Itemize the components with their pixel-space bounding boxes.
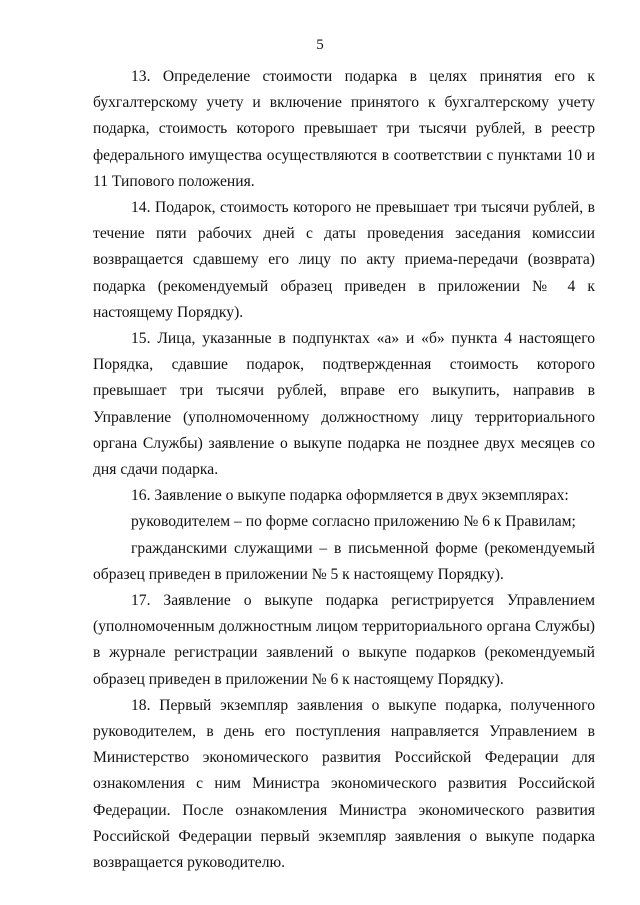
- paragraph-14: 14. Подарок, стоимость которого не превышает три тысячи рублей, в течение пяти рабочих дней с даты проведения заседания комиссии возвращается сдавшему его лицу по акту приема-передачи (возврата) подарка (рекомендуемый образец приведен в приложении № 4 к настоящему Порядку).: [93, 199, 595, 321]
- paragraph-17: 17. Заявление о выкупе подарка регистрируется Управлением (уполномоченным должностным лицом территориального органа Службы) в журнале регистрации заявлений о выкупе подарков (рекомендуемый образец приведен в приложении № 6 к настоящему Порядку).: [93, 592, 595, 688]
- paragraph-16-director: руководителем – по форме согласно приложению № 6 к Правилам;: [131, 513, 576, 531]
- paragraph-16-civil-servants: гражданскими служащими – в письменной форме (рекомендуемый образец приведен в приложении № 5 к настоящему Порядку).: [93, 539, 595, 583]
- paragraph-13: 13. Определение стоимости подарка в целях принятия его к бухгалтерскому учету и включение принятого к бухгалтерскому учету подарка, стоимость которого превышает три тысячи рублей, в реестр федерального имущества осуществляются в соответствии с пунктами 10 и 11 Типового положения.: [93, 68, 595, 190]
- paragraph-16: 16. Заявление о выкупе подарка оформляется в двух экземплярах:: [131, 487, 569, 505]
- document-body: [93, 64, 595, 876]
- paragraph-18: 18. Первый экземпляр заявления о выкупе подарка, полученного руководителем, в день его поступления направляется Управлением в Министерство экономического развития Российской Федерации для ознакомления с ним Министра экономического развития Российской Федерации. После ознакомления Министра экономического развития Российской Федерации первый экземпляр заявления о выкупе подарка возвращается руководителю.: [93, 696, 595, 872]
- paragraph-15: 15. Лица, указанные в подпунктах «а» и «б» пункта 4 настоящего Порядка, сдавшие подарок, подтвержденная стоимость которого превышает три тысячи рублей, вправе его выкупить, направив в Управление (уполномоченному должностному лицу территориального органа Службы) заявление о выкупе подарка не позднее двух месяцев со дня сдачи подарка.: [93, 330, 595, 479]
- page-number: 5: [316, 37, 324, 53]
